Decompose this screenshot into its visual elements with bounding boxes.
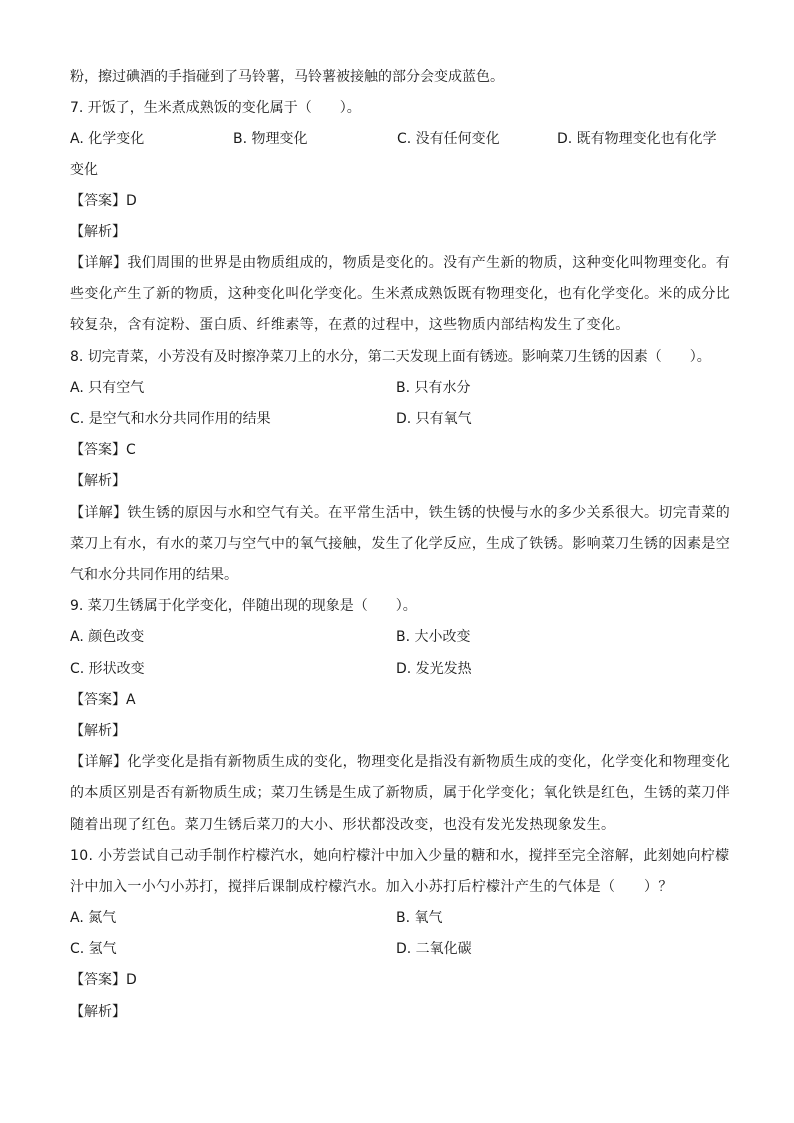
q9-answer: 【答案】A bbox=[70, 692, 136, 708]
q9-option-b: B. 大小改变 bbox=[396, 629, 471, 645]
q10-option-b: B. 氧气 bbox=[396, 910, 443, 926]
q10-option-c: C. 氢气 bbox=[70, 941, 117, 957]
q10-option-a: A. 氮气 bbox=[70, 910, 117, 926]
q7-detail-line-2: 些变化产生了新的物质，这种变化叫化学变化。生米煮成熟饭既有物理变化，也有化学变化。米的成分比 bbox=[70, 286, 731, 302]
question-9-options-row-1 bbox=[70, 627, 730, 647]
question-9-options-row-2 bbox=[70, 659, 730, 679]
q7-option-c: C. 没有任何变化 bbox=[397, 131, 500, 147]
q7-analysis-label: 【解析】 bbox=[70, 224, 126, 240]
question-9-text: 9. 菜刀生锈属于化学变化，伴随出现的现象是（ ）。 bbox=[70, 598, 417, 614]
q8-option-d: D. 只有氧气 bbox=[396, 411, 472, 427]
q9-analysis-label: 【解析】 bbox=[70, 723, 126, 739]
question-10-text-line-1: 10. 小芳尝试自己动手制作柠檬汽水，她向柠檬汁中加入少量的糖和水，搅拌至完全溶解，此刻她向柠檬 bbox=[70, 848, 730, 864]
question-8-options-row-2 bbox=[70, 409, 730, 429]
q7-answer: 【答案】D bbox=[70, 193, 137, 209]
q8-option-a: A. 只有空气 bbox=[70, 380, 145, 396]
q7-option-b: B. 物理变化 bbox=[233, 131, 308, 147]
q7-option-a: A. 化学变化 bbox=[70, 131, 145, 147]
q7-option-d: D. 既有物理变化也有化学 bbox=[557, 131, 717, 147]
q8-option-c: C. 是空气和水分共同作用的结果 bbox=[70, 411, 271, 427]
continued-explanation-line: 粉，擦过碘酒的手指碰到了马铃薯，马铃薯被接触的部分会变成蓝色。 bbox=[70, 69, 504, 85]
q8-option-b: B. 只有水分 bbox=[396, 380, 471, 396]
question-10-text-line-2: 汁中加入一小勺小苏打，搅拌后课制成柠檬汽水。加入小苏打后柠檬汁产生的气体是（ ）？ bbox=[70, 879, 673, 895]
q10-analysis-label: 【解析】 bbox=[70, 1004, 126, 1020]
q7-detail-line-3: 较复杂，含有淀粉、蛋白质、纤维素等，在煮的过程中，这些物质内部结构发生了变化。 bbox=[70, 317, 630, 333]
q9-detail-line-1: 【详解】化学变化是指有新物质生成的变化，物理变化是指没有新物质生成的变化，化学变化和物理变化 bbox=[70, 754, 731, 770]
question-7-options bbox=[70, 129, 730, 149]
question-7-text: 7. 开饭了，生米煮成熟饭的变化属于（ ）。 bbox=[70, 100, 361, 116]
question-8-options-row-1 bbox=[70, 378, 730, 398]
q7-detail-line-1: 【详解】我们周围的世界是由物质组成的，物质是变化的。没有产生新的物质，这种变化叫物理变化。有 bbox=[70, 255, 731, 271]
q8-detail-line-3: 气和水分共同作用的结果。 bbox=[70, 567, 238, 583]
q8-analysis-label: 【解析】 bbox=[70, 473, 126, 489]
q9-detail-line-2: 的本质区别是否有新物质生成；菜刀生锈是生成了新物质，属于化学变化；氧化铁是红色，生锈的菜刀伴 bbox=[70, 785, 731, 801]
q8-answer: 【答案】C bbox=[70, 442, 136, 458]
q9-option-a: A. 颜色改变 bbox=[70, 629, 145, 645]
question-10-options-row-1 bbox=[70, 908, 730, 928]
q8-detail-line-1: 【详解】铁生锈的原因与水和空气有关。在平常生活中，铁生锈的快慢与水的多少关系很大。切完青菜的 bbox=[70, 505, 731, 521]
q10-option-d: D. 二氧化碳 bbox=[396, 941, 472, 957]
q9-detail-line-3: 随着出现了红色。菜刀生锈后菜刀的大小、形状都没改变，也没有发光发热现象发生。 bbox=[70, 817, 616, 833]
q9-option-c: C. 形状改变 bbox=[70, 661, 145, 677]
q10-answer: 【答案】D bbox=[70, 972, 137, 988]
q8-detail-line-2: 菜刀上有水，有水的菜刀与空气中的氧气接触，发生了化学反应，生成了铁锈。影响菜刀生锈的因素是空 bbox=[70, 536, 731, 552]
q9-option-d: D. 发光发热 bbox=[396, 661, 472, 677]
question-10-options-row-2 bbox=[70, 939, 730, 959]
question-8-text: 8. 切完青菜，小芳没有及时擦净菜刀上的水分，第二天发现上面有锈迹。影响菜刀生锈的因素（ ）。 bbox=[70, 349, 711, 365]
q7-option-d-continued: 变化 bbox=[70, 162, 98, 178]
